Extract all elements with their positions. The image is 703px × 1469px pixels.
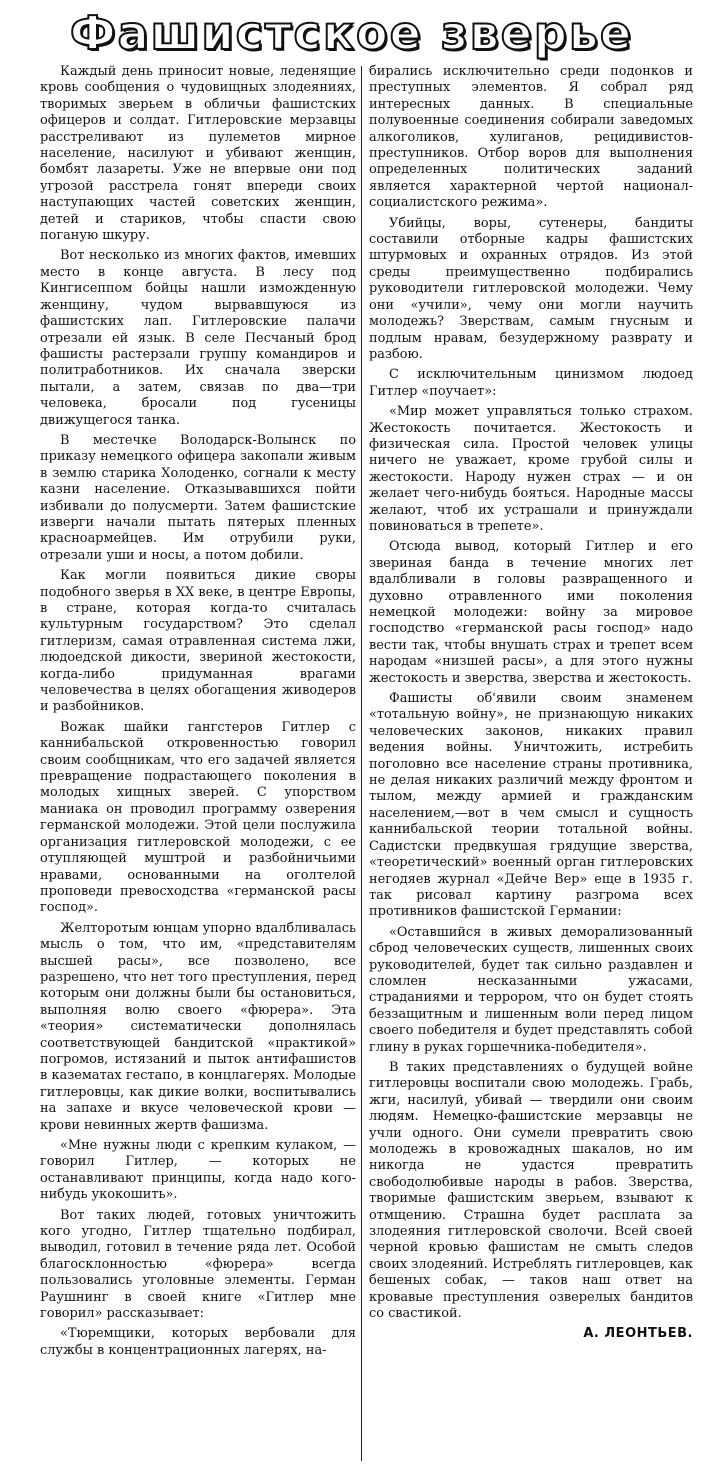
paragraph: Вот несколько из многих фактов, имевших место в конце августа. В лесу под Кингисеппом бойцы нашли изможденную женщину, чудом вырвавшуюся из фашистских лап. Гитлеровские палачи отрезали ей язык. В селе Песчаный брод фашисты растерзали группу командиров и политработников. Их сначала зверски пытали, а затем, связав по два—три человека, бросали под гусеницы движущегося танка. [40, 248, 356, 428]
paragraph: Убийцы, воры, сутенеры, бандиты составили отборные кадры фашистских штурмовых и охранных отрядов. Из этой среды преимущественно подбирались руководители гитлеровской молодежи. Чему они «учили», чему они могли научить молодежь? Зверствам, самым гнусным и подлым нравам, безудержному разврату и разбою. [369, 215, 693, 362]
quote-paragraph: «Тюремщики, которых вербовали для службы в концентрационных лагерях, на- [40, 1326, 356, 1358]
column-divider [361, 66, 362, 1461]
paragraph-continued: бирались исключительно среди подонков и преступных элементов. Я собрал ряд интересных данных. В специальные полувоенные соединения собирали заведомых алкоголиков, хулиганов, рецидивистов-преступников. Отбор воров для выполнения определенных политических заданий является характерной чертой национал-социалистского режима». [369, 64, 693, 211]
quote-paragraph: «Мне нужны люди с крепким кулаком, — говорил Гитлер, — которых не останавливают принципы, когда надо кого-нибудь укокошить». [40, 1138, 356, 1203]
quote-paragraph: «Мир может управляться только страхом. Жестокость почитается. Жестокость и физическая сила. Простой человек улицы ничего не уважает, кроме грубой силы и жестокости. Народу нужен страх — и он желает чего-нибудь бояться. Народные массы желают, чтоб их устрашали и принуждали повиноваться в трепете». [369, 404, 693, 534]
paragraph: Как могли появиться дикие своры подобного зверья в XX веке, в центре Европы, в стране, которая когда-то считалась культурным государством? Это сделал гитлеризм, самая отравленная система лжи, людоедской дикости, звериной жестокости, когда-либо придуманная врагами человечества в целях обогащения живодеров и разбойников. [40, 568, 356, 715]
headline: Фашистское зверье [69, 6, 634, 60]
paragraph: Фашисты об'явили своим знаменем «тотальную войну», не признающую никаких человеческих законов, никаких правил ведения войны. Уничтожить, истребить поголовно все население страны противника, не делая никаких различий между фронтом и тылом, между армией и гражданским населением,—вот в чем смысл и сущность каннибальской теории тотальной войны. Садистски предвкушая грядущие зверства, «теоретический» военный орган гитлеровских негодяев журнал «Дейче Вер» еще в 1935 г. так рисовал картину разгрома всех противников фашистской Германии: [369, 691, 693, 920]
paragraph: Вот таких людей, готовых уничтожить кого угодно, Гитлер тщательно подбирал, выводил, готовил в течение ряда лет. Особой благосклонностью «фюрера» всегда пользовались уголовные элементы. Герман Раушнинг в своей книге «Гитлер мне говорил» рассказывает: [40, 1207, 356, 1322]
paragraph: С исключительным цинизмом людоед Гитлер «поучает»: [369, 367, 693, 399]
quote-paragraph: «Оставшийся в живых деморализованный сброд человеческих существ, лишенных своих руководителей, будет так сильно раздавлен и сломлен несказанными ужасами, страданиями и террором, что он будет стоять беззащитным и лишенным воли перед лицом своего победителя и будет представлять собой глину в руках горшечника-победителя». [369, 924, 693, 1055]
right-column [369, 64, 693, 1464]
paragraph: В таких представлениях о будущей войне гитлеровцы воспитали свою молодежь. Грабь, жги, насилуй, убивай — твердили они своим людям. Немецко-фашистские мерзавцы не учли одного. Они сумели превратить свою молодежь в кровожадных шакалов, но им никогда не удастся превратить свободолюбивые народы в рабов. Зверства, творимые фашистским зверьем, взывают к отмщению. Страшна будет расплата за злодеяния гитлеровской сволочи. Всей своей черной кровью фашистам не смыть следов своих злодеяний. Истреблять гитлеровцев, как бешеных собак, — таков наш ответ на кровавые преступления озверелых бандитов со свастикой. [369, 1059, 693, 1322]
paragraph: В местечке Володарск-Волынск по приказу немецкого офицера закопали живым в землю старика Холоденко, согнали к месту казни население. Отказывавшихся пойти избивали до полусмерти. Затем фашистские изверги начали пытать пятерых пленных красноармейцев. Им отрубили руки, отрезали уши и носы, а потом добили. [40, 432, 356, 563]
paragraph: Желторотым юнцам упорно вдалбливалась мысль о том, что им, «представителям высшей расы», все позволено, все разрешено, что нет того преступления, перед которым они должны были бы остановиться, выполняя волю своего «фюрера». Эта «теория» систематически дополнялась соответствующей бандитской «практикой» погромов, истязаний и пыток антифашистов в казематах гестапо, в концлагерях. Молодые гитлеровцы, как дикие волки, воспитывались на запахе и вкусе человеческой крови — крови невинных жертв фашизма. [40, 920, 356, 1133]
author-signature: А. ЛЕОНТЬЕВ. [583, 1326, 693, 1342]
left-column [40, 64, 356, 1464]
paragraph: Отсюда вывод, который Гитлер и его звериная банда в течение многих лет вдалбливали в головы развращенного и духовно отравленного ими поколения немецкой молодежи: войну за мировое господство «германской расы господ» надо вести так, чтобы внушать страх и трепет всем народам «низшей расы», а для этого нужны жестокость и зверства, зверства и жестокость. [369, 539, 693, 686]
paragraph: Вожак шайки гангстеров Гитлер с каннибальской откровенностью говорил своим сообщникам, что его задачей является превращение подрастающего поколения в молодых хищных зверей. С упорством маниака он проводил программу озверения германской молодежи. Этой цели послужила организация гитлеровской молодежи, с ее отупляющей муштрой и разбойничьими нравами, основанными на оголтелой проповеди превосходства «германской расы господ». [40, 719, 356, 916]
paragraph: Каждый день приносит новые, леденящие кровь сообщения о чудовищных злодеяниях, творимых зверьем в обличьи фашистских офицеров и солдат. Гитлеровские мерзавцы расстреливают из пулеметов мирное население, насилуют и убивают женщин, бомбят лазареты. Уже не впервые они под угрозой расстрела гонят впереди своих наступающих частей советских женщин, детей и стариков, чтобы спасти свою поганую шкуру. [40, 64, 356, 244]
